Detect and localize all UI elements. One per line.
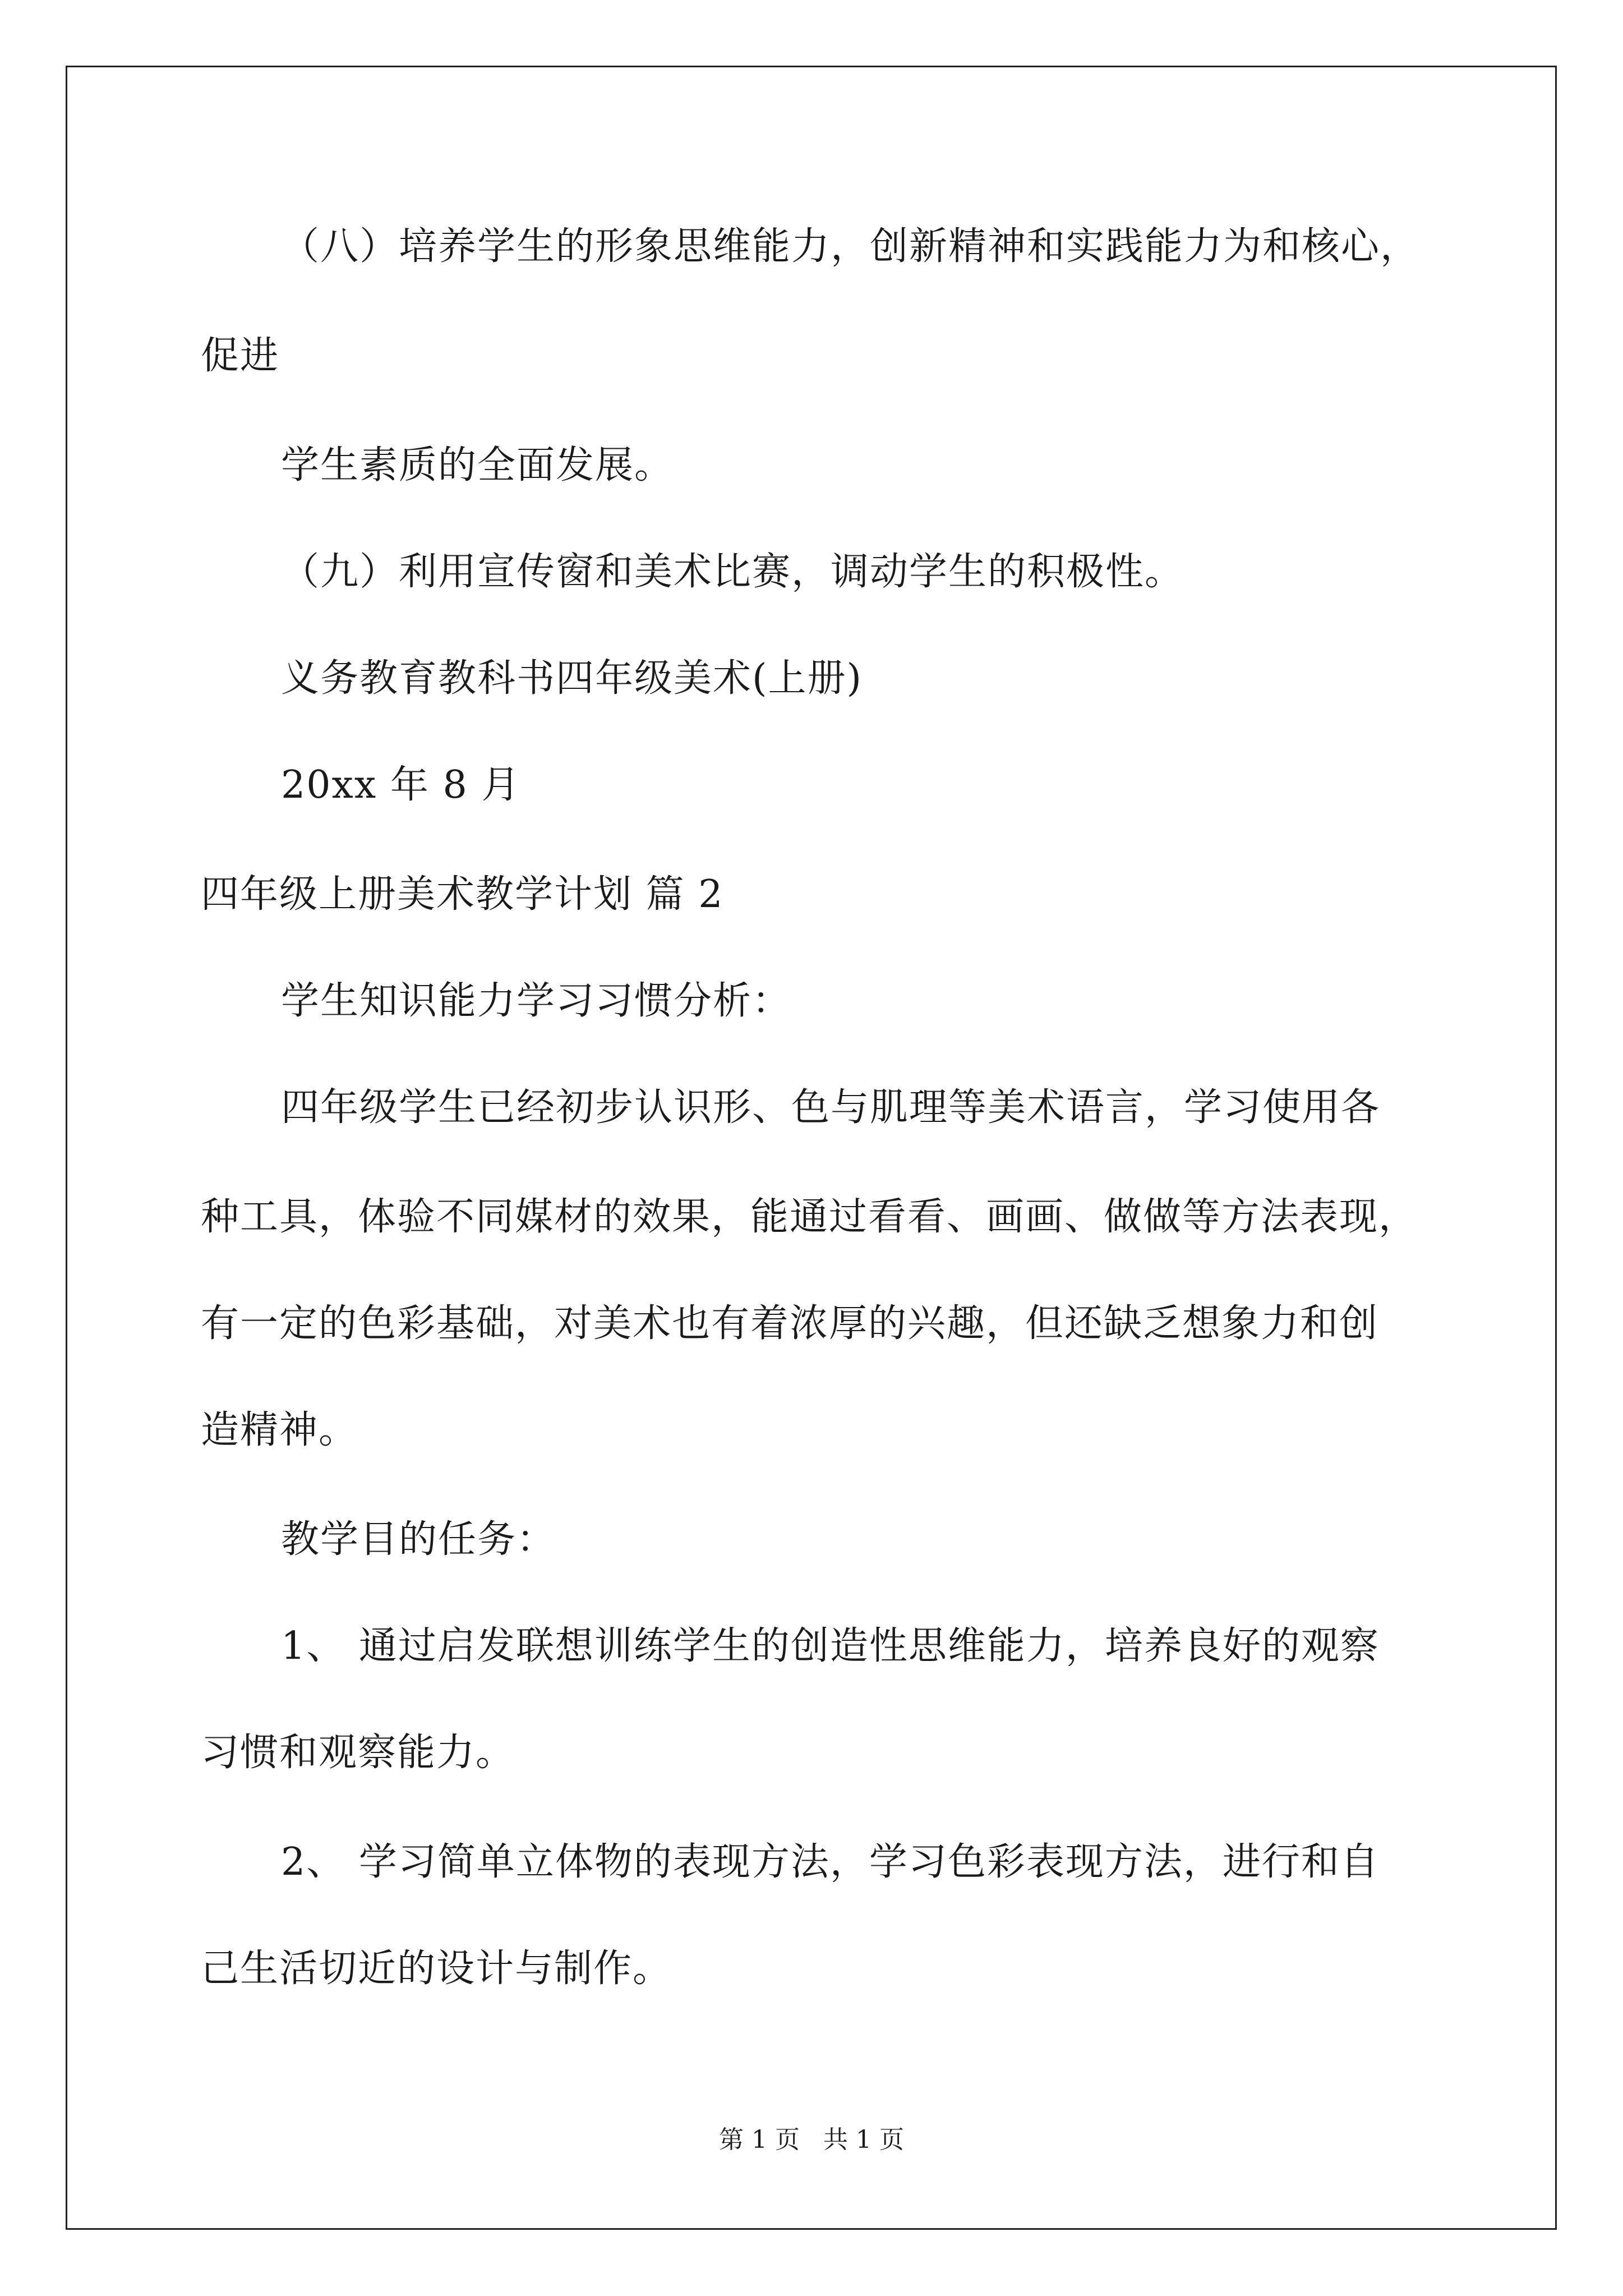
list-item-continuation: 己生活切近的设计与制作。 bbox=[201, 1947, 672, 1991]
page-border bbox=[66, 66, 1557, 2230]
subheading: 教学目的任务： bbox=[281, 1517, 556, 1562]
paragraph-line: 有一定的色彩基础，对美术也有着浓厚的兴趣，但还缺乏想象力和创 bbox=[201, 1301, 1379, 1346]
paragraph-line: 四年级学生已经初步认识形、色与肌理等美术语言，学习使用各 bbox=[281, 1085, 1381, 1130]
date-line: 20xx 年 8 月 bbox=[281, 763, 521, 807]
paragraph-line: （九）利用宣传窗和美术比赛，调动学生的积极性。 bbox=[281, 550, 1184, 594]
list-item: 2、 学习简单立体物的表现方法，学习色彩表现方法，进行和自 bbox=[281, 1840, 1380, 1884]
section-heading: 四年级上册美术教学计划 篇 2 bbox=[201, 872, 724, 917]
paragraph-line: 促进 bbox=[201, 334, 280, 378]
paragraph-line: 种工具，体验不同媒材的效果，能通过看看、画画、做做等方法表现， bbox=[201, 1195, 1418, 1239]
list-item: 1、 通过启发联想训练学生的创造性思维能力，培养良好的观察 bbox=[281, 1624, 1380, 1668]
paragraph-line: 义务教育教科书四年级美术(上册) bbox=[281, 656, 863, 701]
paragraph-line: （八）培养学生的形象思维能力，创新精神和实践能力为和核心， bbox=[281, 224, 1420, 269]
paragraph-line: 造精神。 bbox=[201, 1408, 358, 1452]
subheading: 学生知识能力学习习惯分析： bbox=[281, 979, 792, 1023]
paragraph-line: 学生素质的全面发展。 bbox=[281, 443, 674, 487]
list-item-continuation: 习惯和观察能力。 bbox=[201, 1731, 515, 1775]
page-number-footer: 第 1 页 共 1 页 bbox=[719, 2125, 904, 2154]
